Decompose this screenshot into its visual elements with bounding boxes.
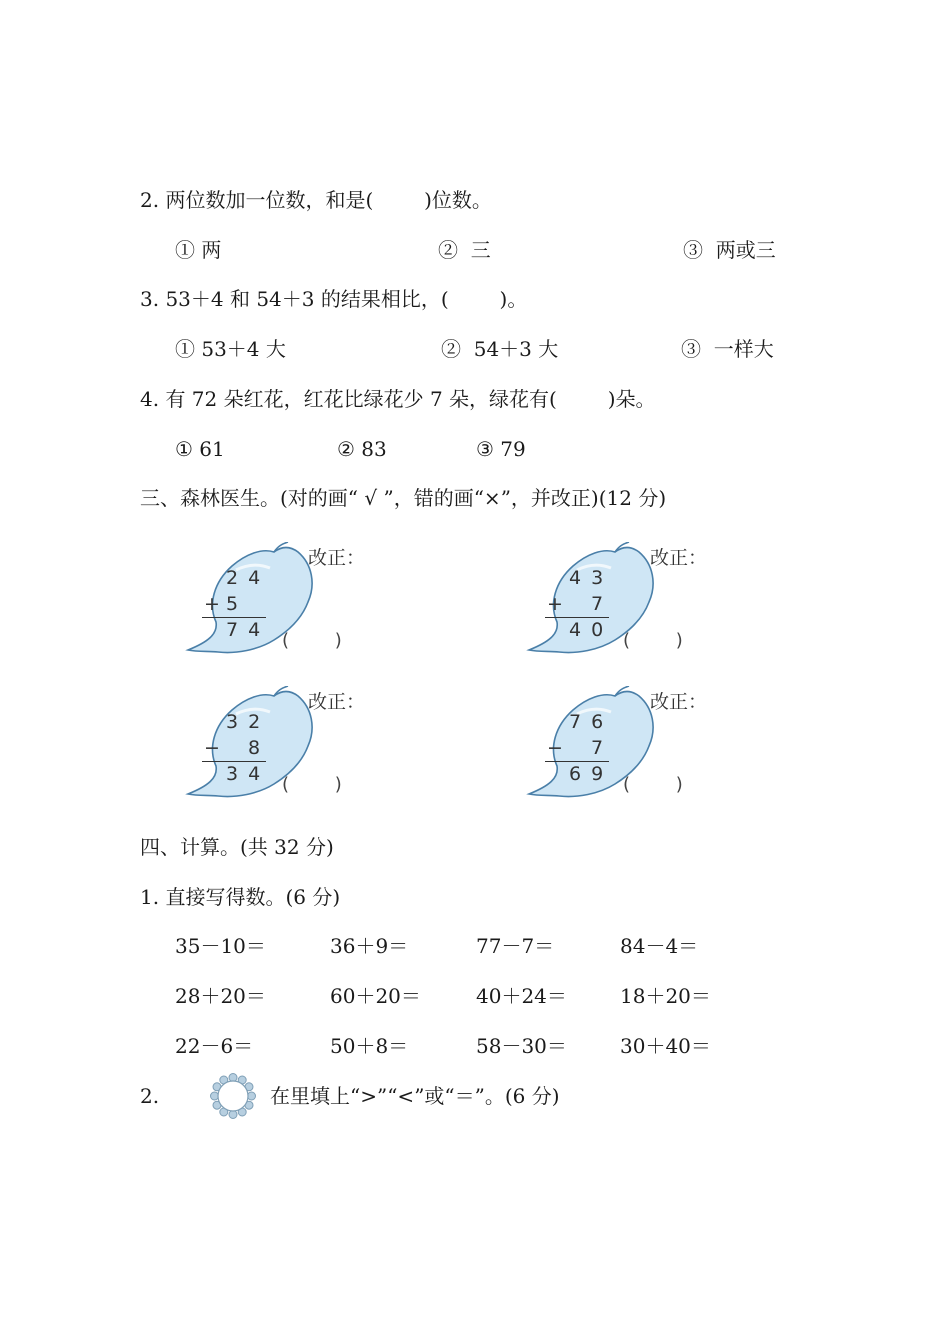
correction-label-4: 改正： bbox=[650, 691, 708, 713]
leaf-result: 4 0 bbox=[569, 619, 606, 641]
leaf-top-number: 7 6 bbox=[569, 711, 606, 733]
leaf-bottom-number: 7 bbox=[591, 737, 606, 759]
section-4-sub2-number: 2. bbox=[140, 1084, 160, 1108]
flower-blank-icon bbox=[210, 1073, 256, 1119]
leaf-result: 7 4 bbox=[226, 619, 263, 641]
question-2-option-2[interactable]: ② 三 bbox=[438, 238, 491, 262]
calc-item[interactable]: 35－10＝ bbox=[175, 934, 266, 958]
question-4-option-2[interactable]: ② 83 bbox=[337, 437, 387, 461]
section-4-sub1: 1. 直接写得数。(6 分) bbox=[140, 885, 341, 909]
calc-item[interactable]: 50＋8＝ bbox=[330, 1034, 409, 1058]
section-4-sub2-text: 在里填上“>”“<”或“＝”。(6 分) bbox=[270, 1084, 560, 1108]
leaf-bottom-number: 8 bbox=[248, 737, 263, 759]
calc-item[interactable]: 22－6＝ bbox=[175, 1034, 254, 1058]
question-2-stem: 2. 两位数加一位数，和是( )位数。 bbox=[140, 188, 492, 212]
answer-paren[interactable]: ( ) bbox=[282, 774, 342, 795]
leaf-bottom-number: 7 bbox=[591, 593, 606, 615]
question-4-option-1[interactable]: ① 61 bbox=[175, 437, 225, 461]
calc-item[interactable]: 40＋24＝ bbox=[476, 984, 567, 1008]
question-3-option-1[interactable]: ① 53＋4 大 bbox=[175, 337, 286, 361]
leaf-rule bbox=[202, 617, 266, 618]
answer-paren[interactable]: ( ) bbox=[623, 774, 683, 795]
calc-item[interactable]: 28＋20＝ bbox=[175, 984, 266, 1008]
leaf-top-number: 3 2 bbox=[226, 711, 263, 733]
question-4-option-3[interactable]: ③ 79 bbox=[476, 437, 526, 461]
calc-item[interactable]: 36＋9＝ bbox=[330, 934, 409, 958]
answer-paren[interactable]: ( ) bbox=[623, 630, 683, 651]
leaf-operator: − bbox=[204, 737, 222, 759]
question-3-option-2[interactable]: ② 54＋3 大 bbox=[441, 337, 559, 361]
question-2-option-3[interactable]: ③ 两或三 bbox=[683, 238, 776, 262]
calc-item[interactable]: 77－7＝ bbox=[476, 934, 555, 958]
calc-item[interactable]: 18＋20＝ bbox=[620, 984, 711, 1008]
leaf-operator: + bbox=[204, 593, 222, 615]
leaf-result: 3 4 bbox=[226, 763, 263, 785]
calc-item[interactable]: 58－30＝ bbox=[476, 1034, 567, 1058]
calc-item[interactable]: 30＋40＝ bbox=[620, 1034, 711, 1058]
correction-label-2: 改正： bbox=[650, 547, 708, 569]
section-4-title: 四、计算。(共 32 分) bbox=[140, 835, 334, 859]
calc-item[interactable]: 84－4＝ bbox=[620, 934, 699, 958]
leaf-rule bbox=[545, 761, 609, 762]
leaf-rule bbox=[202, 761, 266, 762]
leaf-top-number: 2 4 bbox=[226, 567, 263, 589]
correction-label-1: 改正： bbox=[308, 547, 366, 569]
leaf-top-number: 4 3 bbox=[569, 567, 606, 589]
question-4-stem: 4. 有 72 朵红花，红花比绿花少 7 朵，绿花有( )朵。 bbox=[140, 387, 656, 411]
question-3-option-3[interactable]: ③ 一样大 bbox=[681, 337, 774, 361]
question-3-stem: 3. 53＋4 和 54＋3 的结果相比，( )。 bbox=[140, 287, 528, 311]
leaf-operator: − bbox=[547, 737, 565, 759]
section-3-title: 三、森林医生。(对的画“ √ ”，错的画“×”，并改正)(12 分) bbox=[140, 486, 667, 510]
calc-item[interactable]: 60＋20＝ bbox=[330, 984, 421, 1008]
question-2-option-1[interactable]: ① 两 bbox=[175, 238, 222, 262]
leaf-operator: + bbox=[547, 593, 565, 615]
leaf-result: 6 9 bbox=[569, 763, 606, 785]
leaf-rule bbox=[545, 617, 609, 618]
answer-paren[interactable]: ( ) bbox=[282, 630, 342, 651]
leaf-bottom-number: 5 bbox=[226, 593, 241, 615]
correction-label-3: 改正： bbox=[308, 691, 366, 713]
